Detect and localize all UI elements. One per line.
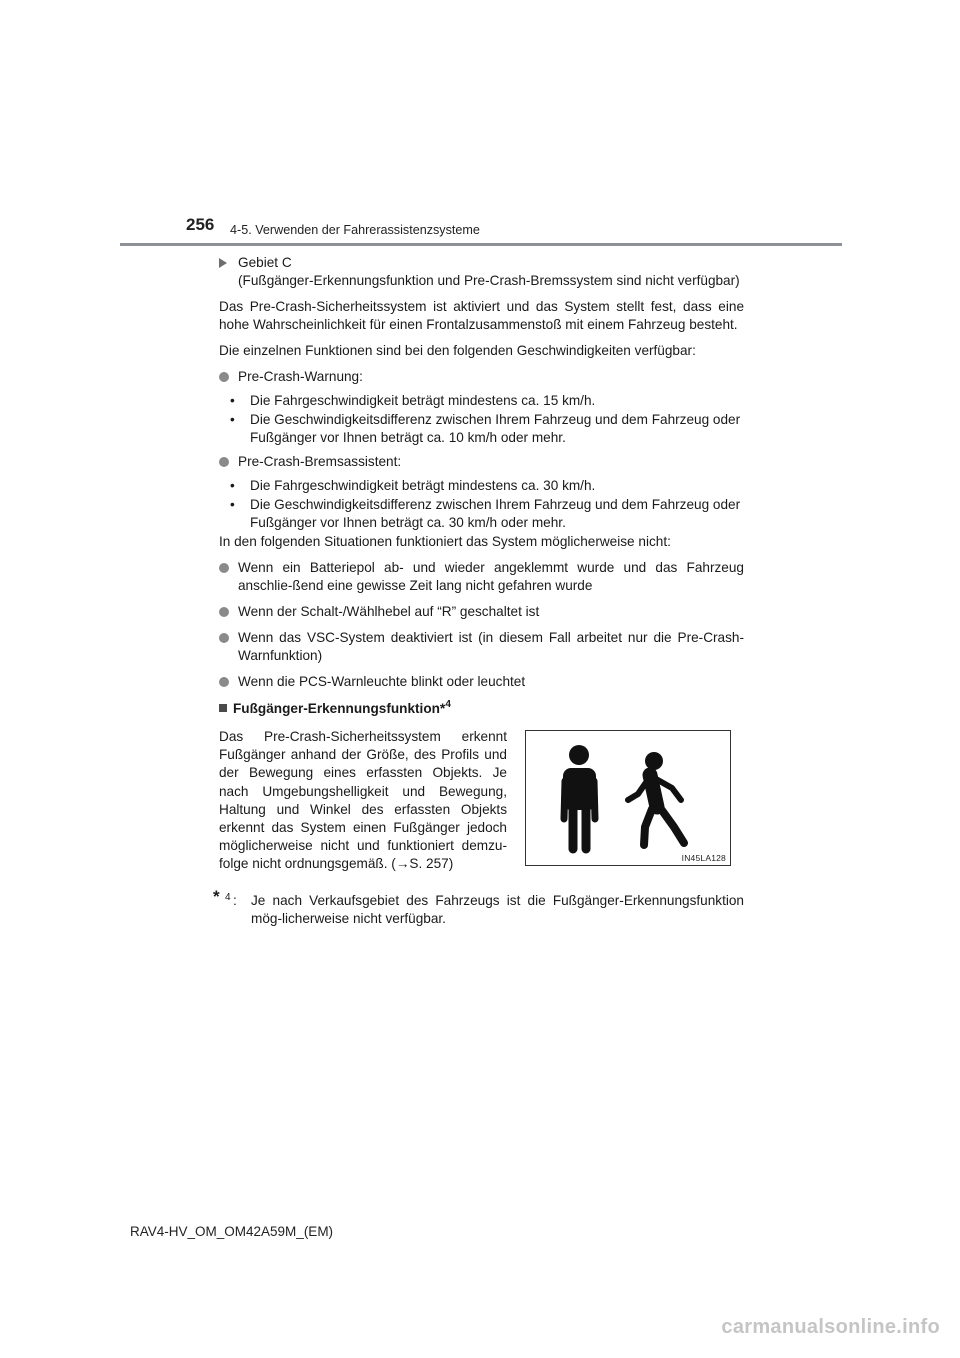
circle-bullet-icon [219,457,229,467]
section-title: 4-5. Verwenden der Fahrerassistenzsysteme [230,223,480,237]
area-c-note: (Fußgänger-Erkennungsfunktion und Pre-Crash-Bremssystem sind nicht verfügbar) [238,273,740,288]
list-item: • Die Fahrgeschwindigkeit beträgt mindestens ca. 30 km/h. [230,478,596,493]
dot-bullet-icon: • [230,393,235,408]
pedestrian-description: Das Pre-Crash-Sicherheitssystem erkennt Fußgänger anhand der Größe, des Profils und der Bewegung eines erfassten Objekts. Je nach Umgebungshelligkeit und Bewegung, Haltung und Winkel des erfassten Objekts erkennt das System einen Fußgänger jedoch möglicherweise nicht und funktioniert demzu-folge nicht ordnungsgemäß. (→S. 257) [219,729,507,872]
situation-item: Wenn die PCS-Warnleuchte blinkt oder leuchtet [219,673,744,691]
pedestrian-heading: Fußgänger-Erkennungsfunktion*$^4$ [219,699,744,720]
footnote [213,887,744,928]
footnote-text: Je nach Verkaufsgebiet des Fahrzeugs ist die Fußgänger-Erkennungsfunktion mög-licherweise nicht verfügbar. [251,893,744,926]
pedestrian-figure [525,730,731,866]
function-warning [219,368,744,386]
situation-item: Wenn ein Batteriepol ab- und wieder angeklemmt wurde und das Fahrzeug anschlie-ßend eine gewisse Zeit lang nicht gefahren wurde [219,559,744,595]
page-number: 256 [186,215,215,234]
watermark: carmanualsonline.info [721,1316,940,1338]
function-label: Pre-Crash-Bremsassistent: [238,454,402,469]
figure-code: IN45LA128 [681,853,726,863]
activation-paragraph: Das Pre-Crash-Sicherheitssystem ist aktiviert und das System stellt fest, dass eine hohe Wahrscheinlichkeit für einen Frontalzusammenstoß mit einem Fahrzeug besteht. [219,299,744,332]
footnote-ref: 4 [445,699,451,710]
list-item: • Die Fahrgeschwindigkeit beträgt mindestens ca. 15 km/h. [230,393,596,408]
document-id: RAV4-HV_OM_OM42A59M_(EM) [130,1224,334,1239]
walking-pedestrian-icon [628,752,684,845]
dot-bullet-icon: • [230,412,235,427]
function-brake-assist [219,453,744,471]
list-item: • Die Geschwindigkeitsdifferenz zwischen Ihrem Fahrzeug und dem Fahrzeug oder Fußgänger vor Ihnen beträgt ca. 10 km/h oder mehr. [230,412,741,445]
triangle-bullet-icon [219,258,227,268]
circle-bullet-icon [219,633,229,643]
situation-item: Wenn das VSC-System deaktiviert ist (in diesem Fall arbeitet nur die Pre-Crash-Warnfunktion) [219,629,744,665]
footnote-marker: * [439,700,446,716]
header-rule [120,243,842,246]
speed-intro-paragraph: Die einzelnen Funktionen sind bei den folgenden Geschwindigkeiten verfügbar: [219,343,696,358]
dot-bullet-icon: • [230,497,235,512]
pedestrian-illustration [526,731,730,865]
circle-bullet-icon [219,372,229,382]
square-bullet-icon [219,704,227,712]
area-c-item [219,254,744,290]
footnote-colon: : [233,893,237,908]
page-content [213,254,744,928]
standing-pedestrian-icon [563,745,596,849]
circle-bullet-icon [219,563,229,573]
dot-bullet-icon: • [230,478,235,493]
function-label: Pre-Crash-Warnung: [238,369,363,384]
footnote-marker: * [213,887,220,906]
situations-intro: In den folgenden Situationen funktioniert das System möglicherweise nicht: [219,534,671,549]
brake-assist-conditions [219,477,744,532]
list-item: • Die Geschwindigkeitsdifferenz zwischen Ihrem Fahrzeug und dem Fahrzeug oder Fußgänger vor Ihnen beträgt ca. 30 km/h oder mehr. [230,497,741,530]
footnote-number: 4 [225,892,231,903]
circle-bullet-icon [219,677,229,687]
circle-bullet-icon [219,607,229,617]
area-c-title: Gebiet C [238,255,292,270]
warning-conditions [219,392,744,447]
pedestrian-section [219,728,744,888]
situation-item: Wenn der Schalt-/Wählhebel auf “R” geschaltet ist [219,603,744,621]
